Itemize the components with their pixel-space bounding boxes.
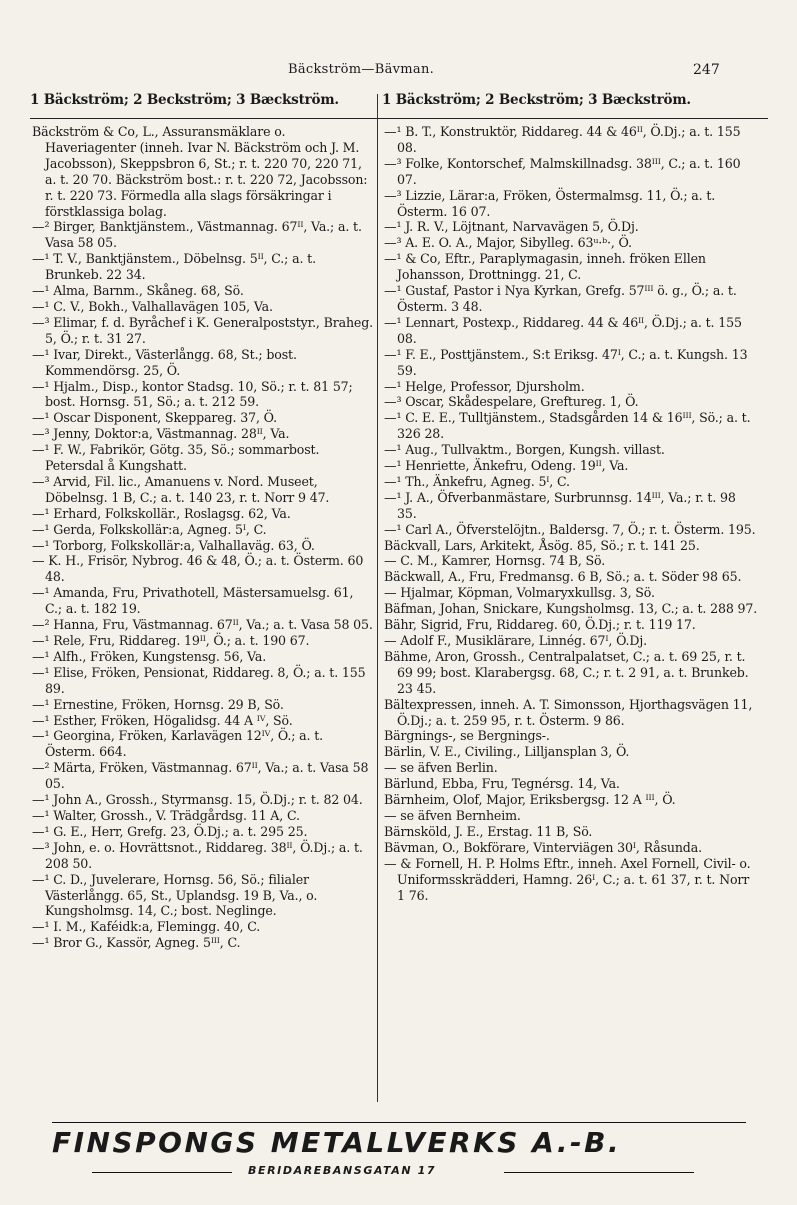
directory-entry: Bärgnings-, se Bergnings-. [384,728,550,744]
directory-entry: —¹ Helge, Professor, Djursholm. [384,378,585,394]
directory-entry: — K. H., Frisör, Nybrog. 46 & 48, Ö.; a. t. Österm. 60 48. [32,553,368,585]
directory-entry: —¹ B. T., Konstruktör, Riddareg. 44 & 46ᴵᴵ, Ö.Dj.; a. t. 155 08. [384,124,745,155]
directory-entry: —³ A. E. O. A., Major, Sibylleg. 63ᵘ·ᵇ·, Ö. [384,235,632,251]
directory-entry: —³ Lizzie, Lärar:a, Fröken, Östermalmsg. 11, Ö.; a. t. Österm. 16 07. [384,187,719,219]
directory-entry: — se äfven Bernheim. [384,807,521,823]
directory-entry: —¹ C. V., Bokh., Valhallavägen 105, Va. [32,298,273,314]
directory-entry: —² Märta, Fröken, Västmannag. 67ᴵᴵ, Va.; a. t. Vasa 58 05. [32,760,373,792]
directory-entry: —³ John, e. o. Hovrättsnot., Riddareg. 38ᴵᴵ, Ö.Dj.; a. t. 208 50. [32,839,367,871]
directory-entry: Bärnheim, Olof, Major, Eriksbergsg. 12 A ᴵᴵᴵ, Ö. [384,792,676,808]
directory-entry: Bävman, O., Bokförare, Vinterviägen 30ᴵ, Råsunda. [384,839,702,855]
directory-entry: — Adolf F., Musiklärare, Linnég. 67ᴵ, Ö.Dj. [384,633,647,648]
directory-entry: —¹ Aug., Tullvaktm., Borgen, Kungsh. villast. [384,442,665,458]
directory-entry: —¹ Lennart, Postexp., Riddareg. 44 & 46ᴵᴵ, Ö.Dj.; a. t. 155 08. [384,314,746,346]
directory-entry: —¹ C. E. E., Tulltjänstem., Stadsgården 14 & 16ᴵᴵᴵ, Sö.; a. t. 326 28. [384,410,755,442]
directory-entry: —¹ Bror G., Kassör, Agneg. 5ᴵᴵᴵ, C. [32,935,241,951]
directory-entry: —¹ I. M., Kaféidk:a, Flemingg. 40, C. [32,919,261,935]
directory-entry: —¹ Torborg, Folkskollär:a, Valhallaväg. 63, Ö. [32,537,315,553]
directory-entry: —¹ Henriette, Änkefru, Odeng. 19ᴵᴵ, Va. [384,458,629,474]
directory-entry: —¹ Alfh., Fröken, Kungstensg. 56, Va. [32,648,267,664]
directory-entry: Bältexpressen, inneh. A. T. Simonsson, Hjorthagsvägen 11, Ö.Dj.; a. t. 259 95, r. t. Österm. 9 86. [384,696,757,728]
advertisement-rule-left [92,1172,232,1173]
right-column [384,124,759,903]
directory-entry: —³ Folke, Kontorschef, Malmskillnadsg. 38ᴵᴵᴵ, C.; a. t. 160 07. [384,155,745,187]
advertisement [52,1122,746,1178]
left-column [32,124,377,951]
directory-entry: —¹ Gerda, Folkskollär:a, Agneg. 5ᴵ, C. [32,521,267,537]
directory-entry: —¹ Georgina, Fröken, Karlavägen 12ᴵⱽ, Ö.; a. t. Österm. 664. [32,728,327,760]
directory-entry: —¹ Rele, Fru, Riddareg. 19ᴵᴵ, Ö.; a. t. 190 67. [32,633,310,648]
directory-entry: —¹ Oscar Disponent, Skeppareg. 37, Ö. [32,410,277,426]
directory-entry: — Hjalmar, Köpman, Volmaryxkullsg. 3, Sö. [384,585,655,601]
advertisement-rule-right [504,1172,694,1173]
directory-entry: —¹ Amanda, Fru, Privathotell, Mästersamuelsg. 61, C.; a. t. 182 19. [32,585,358,617]
right-column-heading: 1 Bäckström; 2 Beckström; 3 Bæckström. [382,92,691,108]
running-head [0,62,797,82]
directory-entry: —¹ Th., Änkefru, Agneg. 5ᴵ, C. [384,473,570,489]
directory-entry: —¹ John A., Grossh., Styrmansg. 15, Ö.Dj.; r. t. 82 04. [32,792,363,808]
directory-entry: —¹ Carl A., Öfverstelöjtn., Baldersg. 7, Ö.; r. t. Österm. 195. [384,521,756,537]
directory-entry: —³ Oscar, Skådespelare, Greftureg. 1, Ö. [384,394,639,410]
directory-entry: Bärnsköld, J. E., Erstag. 11 B, Sö. [384,823,593,839]
directory-entry: — & Fornell, H. P. Holms Eftr., inneh. Axel Fornell, Civil- o. Uniformsskrädderi, Hamng. 26ᴵ, C.; a. t. 61 37, r. t. Norr 1 76. [384,855,755,903]
directory-entry: —¹ Hjalm., Disp., kontor Stadsg. 10, Sö.; r. t. 81 57; bost. Hornsg. 51, Sö.; a. t. 212 59. [32,378,357,410]
advertisement-rule [52,1122,746,1123]
directory-entry: —¹ & Co, Eftr., Paraplymagasin, inneh. fröken Ellen Johansson, Drottningg. 21, C. [384,251,710,283]
directory-entry: —¹ Erhard, Folkskollär., Roslagsg. 62, Va. [32,505,291,521]
page-number: 247 [693,62,720,78]
column-divider [377,94,378,1102]
directory-entry: —¹ J. R. V., Löjtnant, Narvavägen 5, Ö.Dj. [384,219,639,235]
directory-entry: —² Hanna, Fru, Västmannag. 67ᴵᴵ, Va.; a. t. Vasa 58 05. [32,617,373,633]
directory-entry: —³ Elimar, f. d. Byråchef i K. Generalpoststyr., Braheg. 5, Ö.; r. t. 31 27. [32,314,377,346]
directory-entry: —¹ Ernestine, Fröken, Hornsg. 29 B, Sö. [32,696,284,712]
directory-entry: —¹ G. E., Herr, Grefg. 23, Ö.Dj.; a. t. 295 25. [32,823,308,839]
directory-entry: —¹ J. A., Öfverbanmästare, Surbrunnsg. 14ᴵᴵᴵ, Va.; r. t. 98 35. [384,489,740,521]
running-title: Bäckström—Bävman. [288,62,435,77]
directory-entry: —¹ Gustaf, Pastor i Nya Kyrkan, Grefg. 57ᴵᴵᴵ ö. g., Ö.; a. t. Österm. 3 48. [384,283,741,314]
directory-entry: Bärlin, V. E., Civiling., Lilljansplan 3, Ö. [384,744,630,760]
advertisement-company: FINSPONGS METALLVERKS A.-B. [52,1126,622,1159]
directory-entry: Bäckvall, Lars, Arkitekt, Åsög. 85, Sö.; r. t. 141 25. [384,537,700,553]
directory-entry: Bäfman, Johan, Snickare, Kungsholmsg. 13, C.; a. t. 288 97. [384,601,758,617]
directory-entry: —¹ Esther, Fröken, Högalidsg. 44 A ᴵⱽ, Sö. [32,712,293,728]
left-column-heading: 1 Bäckström; 2 Beckström; 3 Bæckström. [30,92,339,108]
directory-entry: —¹ F. E., Posttjänstem., S:t Eriksg. 47ᴵ, C.; a. t. Kungsh. 13 59. [384,346,752,378]
advertisement-address: BERIDAREBANSGATAN 17 [248,1164,437,1177]
directory-entry: —¹ C. D., Juvelerare, Hornsg. 56, Sö.; filialer Västerlångg. 65, St., Uplandsg. 19 B, Va., o. Kungsholmsg. 14, C.; bost. Neglinge. [32,871,322,919]
directory-entry: Bärlund, Ebba, Fru, Tegnérsg. 14, Va. [384,776,620,792]
directory-entry: —² Birger, Banktjänstem., Västmannag. 67ᴵᴵ, Va.; a. t. Vasa 58 05. [32,219,366,251]
directory-entry: — se äfven Berlin. [384,760,498,776]
directory-entry: —¹ F. W., Fabrikör, Götg. 35, Sö.; sommarbost. Petersdal å Kungshatt. [32,442,324,474]
directory-entry: —³ Jenny, Doktor:a, Västmannag. 28ᴵᴵ, Va. [32,426,290,442]
directory-entry: Bäckwall, A., Fru, Fredmansg. 6 B, Sö.; a. t. Söder 98 65. [384,569,742,585]
header-rule [30,118,768,119]
column-headings [30,88,768,118]
directory-entry: —¹ Walter, Grossh., V. Trädgårdsg. 11 A, C. [32,807,300,823]
directory-entry: —¹ Elise, Fröken, Pensionat, Riddareg. 8, Ö.; a. t. 155 89. [32,664,370,696]
directory-entry: — C. M., Kamrer, Hornsg. 74 B, Sö. [384,553,606,569]
directory-entry: Bäckström & Co, L., Assuransmäklare o. Haveriagenter (inneh. Ivar N. Bäckström och J. M. Jacobsson), Skeppsbron 6, St.; r. t. 220 70, 220 71, a. t. 20 70. Bäckström bost.: r. t. 220 72, Jacobsson: r. t. 220 73. Förmedla alla slags försäkringar i förstklassiga bolag. [32,124,372,219]
directory-entry: Bähme, Aron, Grossh., Centralpalatset, C.; a. t. 69 25, r. t. 69 99; bost. Klarabergsg. 68, C.; r. t. 2 91, a. t. Brunkeb. 23 45. [384,648,753,696]
directory-entry: —¹ T. V., Banktjänstem., Döbelnsg. 5ᴵᴵ, C.; a. t. Brunkeb. 22 34. [32,251,320,283]
directory-entry: —³ Arvid, Fil. lic., Amanuens v. Nord. Museet, Döbelnsg. 1 B, C.; a. t. 140 23, r. t. Norr 9 47. [32,473,330,505]
directory-entry: Bähr, Sigrid, Fru, Riddareg. 60, Ö.Dj.; r. t. 119 17. [384,617,696,633]
directory-entry: —¹ Ivar, Direkt., Västerlångg. 68, St.; bost. Kommendörsg. 25, Ö. [32,346,301,378]
directory-entry: —¹ Alma, Barnm., Skåneg. 68, Sö. [32,283,244,299]
